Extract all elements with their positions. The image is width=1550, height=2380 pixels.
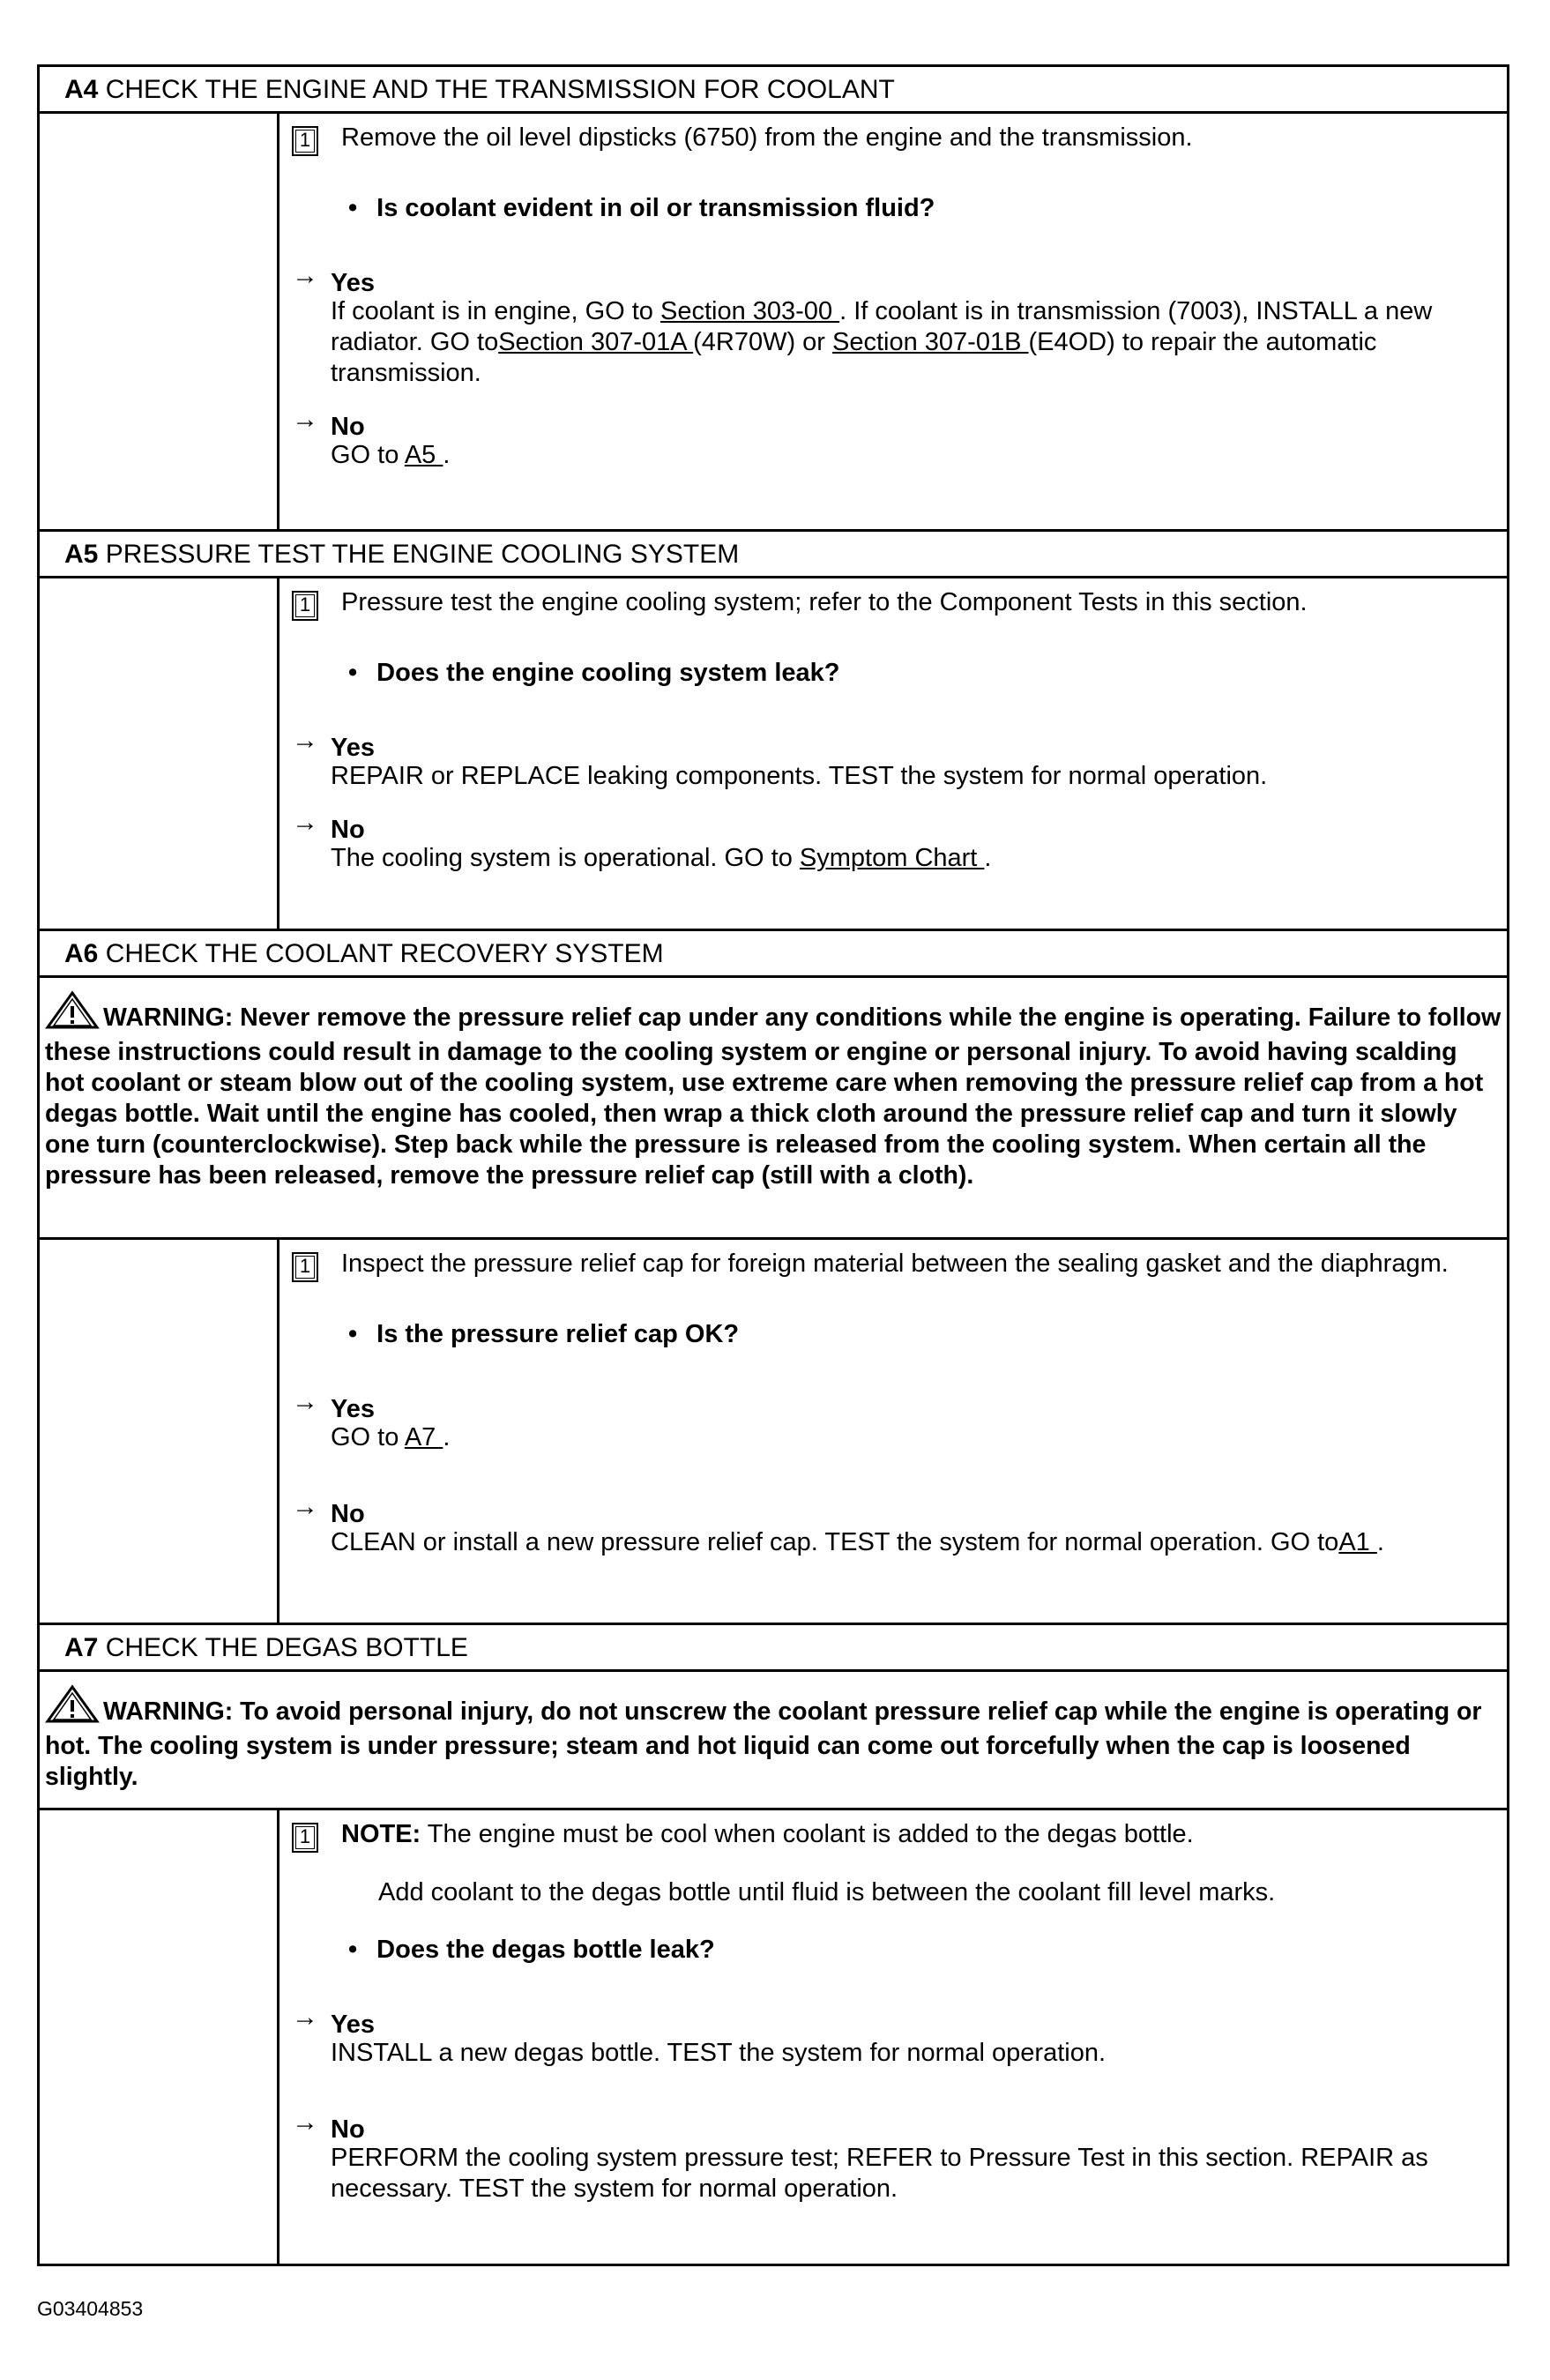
warning-triangle-icon [45, 990, 100, 1037]
step-header-a5 [37, 529, 1509, 578]
step-body-a7 [37, 1808, 1509, 2266]
link-a1[interactable]: A1 [1338, 1528, 1377, 1556]
step-code: A6 [64, 939, 99, 968]
no-text [331, 1527, 1500, 1558]
yes-text [331, 296, 1500, 389]
step-header-a4 [37, 64, 1509, 114]
right-arrow-icon: → [292, 808, 318, 837]
step-code: A5 [64, 540, 99, 569]
yes-branch [292, 257, 1500, 389]
step-header-a7 [37, 1623, 1509, 1672]
right-arrow-icon: → [292, 1387, 318, 1416]
test-question: • Is the pressure relief cap OK? [348, 1319, 1500, 1350]
text-fragment: . [443, 441, 451, 469]
link-symptom-chart[interactable]: Symptom Chart [799, 844, 985, 872]
yes-label: Yes [331, 1395, 375, 1423]
step-number-box-icon: 1 [292, 591, 318, 621]
yes-branch [292, 1384, 1500, 1453]
warning-triangle-icon [45, 1684, 100, 1731]
step-note [341, 1819, 1194, 1850]
right-arrow-icon: → [292, 261, 318, 290]
step-code: A4 [64, 75, 99, 104]
text-fragment: . [1376, 1528, 1384, 1556]
no-text: PERFORM the cooling system pressure test; REFER to Pressure Test in this section. REPAIR as necessary. TEST the system for normal operation. [331, 2144, 1428, 2203]
step-title: PRESSURE TEST THE ENGINE COOLING SYSTEM [105, 540, 740, 569]
no-label: No [331, 816, 365, 844]
test-question: • Does the degas bottle leak? [348, 1935, 1500, 1966]
text-fragment: If coolant is in engine, GO to [331, 297, 660, 325]
link-a7[interactable]: A7 [404, 1423, 443, 1451]
no-branch [292, 401, 1500, 471]
yes-branch [292, 1999, 1500, 2069]
yes-label: Yes [331, 2011, 375, 2039]
blank-column [40, 1810, 279, 2264]
no-branch [292, 804, 1500, 874]
blank-column [40, 578, 279, 929]
right-arrow-icon: → [292, 405, 318, 434]
step-instruction: Inspect the pressure relief cap for foreign material between the sealing gasket and the diaphragm. [341, 1250, 1449, 1278]
step-instruction: Remove the oil level dipsticks (6750) from the engine and the transmission. [341, 123, 1193, 152]
no-label: No [331, 1500, 365, 1528]
warning-block [37, 1669, 1509, 1810]
link-section-307-01b[interactable]: Section 307-01B [832, 328, 1029, 356]
no-branch [292, 2104, 1500, 2205]
figure-id: G03404853 [37, 2297, 144, 2320]
link-section-307-01a[interactable]: Section 307-01A [498, 328, 694, 356]
step-title: CHECK THE COOLANT RECOVERY SYSTEM [105, 939, 664, 968]
test-question: • Is coolant evident in oil or transmission fluid? [348, 193, 1500, 224]
text-fragment: GO to [331, 441, 405, 469]
text-fragment: . If coolant is in transmission (7003), INSTALL a new radiator. GO to [331, 297, 1433, 356]
step-body-a5 [37, 576, 1509, 931]
blank-column [40, 1240, 279, 1623]
step-instruction: Pressure test the engine cooling system; refer to the Component Tests in this section. [341, 588, 1308, 616]
text-fragment: CLEAN or install a new pressure relief cap. TEST the system for normal operation. GO to [331, 1528, 1339, 1556]
warning-text: WARNING: To avoid personal injury, do not unscrew the coolant pressure relief cap while the engine is operating or hot. The cooling system is under pressure; steam and hot liquid can come out forcefully when the cap is loosened slightly. [45, 1697, 1482, 1791]
warning-block [37, 975, 1509, 1240]
step-header-a6 [37, 929, 1509, 978]
text-fragment: GO to [331, 1423, 405, 1451]
step-title: CHECK THE DEGAS BOTTLE [105, 1633, 468, 1662]
step-code: A7 [64, 1633, 99, 1662]
step-number-box-icon: 1 [292, 1823, 318, 1853]
no-branch [292, 1488, 1500, 1558]
diagnostic-table [37, 67, 1509, 2266]
no-label: No [331, 413, 365, 441]
no-text [331, 440, 1500, 471]
no-text [331, 843, 1500, 874]
note-text: The engine must be cool when coolant is added to the degas bottle. [421, 1820, 1194, 1848]
step-body-a4 [37, 111, 1509, 532]
step-number-box-icon: 1 [292, 1252, 318, 1282]
test-question: • Does the engine cooling system leak? [348, 658, 1500, 689]
no-label: No [331, 2115, 365, 2144]
step-number-box-icon: 1 [292, 126, 318, 156]
note-label: NOTE: [341, 1820, 421, 1848]
link-a5[interactable]: A5 [404, 441, 443, 469]
right-arrow-icon: → [292, 726, 318, 755]
step-title: CHECK THE ENGINE AND THE TRANSMISSION FOR COOLANT [105, 75, 895, 104]
blank-column [40, 114, 279, 529]
yes-text: REPAIR or REPLACE leaking components. TEST the system for normal operation. [331, 762, 1268, 790]
yes-text [331, 1422, 1500, 1453]
text-fragment: . [443, 1423, 451, 1451]
step-instruction: Add coolant to the degas bottle until fluid is between the coolant fill level marks. [378, 1878, 1276, 1906]
text-fragment: . [984, 844, 992, 872]
right-arrow-icon: → [292, 2108, 318, 2137]
right-arrow-icon: → [292, 2003, 318, 2032]
text-fragment: The cooling system is operational. GO to [331, 844, 800, 872]
right-arrow-icon: → [292, 1492, 318, 1521]
step-body-a6 [37, 1237, 1509, 1625]
text-fragment: (E4OD) to repair the automatic transmission. [331, 328, 1377, 387]
yes-text: INSTALL a new degas bottle. TEST the system for normal operation. [331, 2039, 1107, 2067]
link-section-303-00[interactable]: Section 303-00 [659, 297, 840, 325]
text-fragment: (4R70W) or [693, 328, 833, 356]
warning-text: WARNING: Never remove the pressure relief cap under any conditions while the engine is operating. Failure to follow these instructions could result in damage to the cooling system or engine or personal injury. To avoid having scalding hot coolant or steam blow out of the cooling system, use extreme care when removing the pressure relief cap from a hot degas bottle. Wait until the engine has cooled, then wrap a thick cloth around the pressure relief cap and turn it slowly one turn (counterclockwise). Step back while the pressure is released from the cooling system. When certain all the pressure has been released, remove the pressure relief cap (still with a cloth). [45, 1003, 1502, 1190]
yes-label: Yes [331, 734, 375, 762]
yes-branch [292, 722, 1500, 792]
yes-label: Yes [331, 269, 375, 297]
